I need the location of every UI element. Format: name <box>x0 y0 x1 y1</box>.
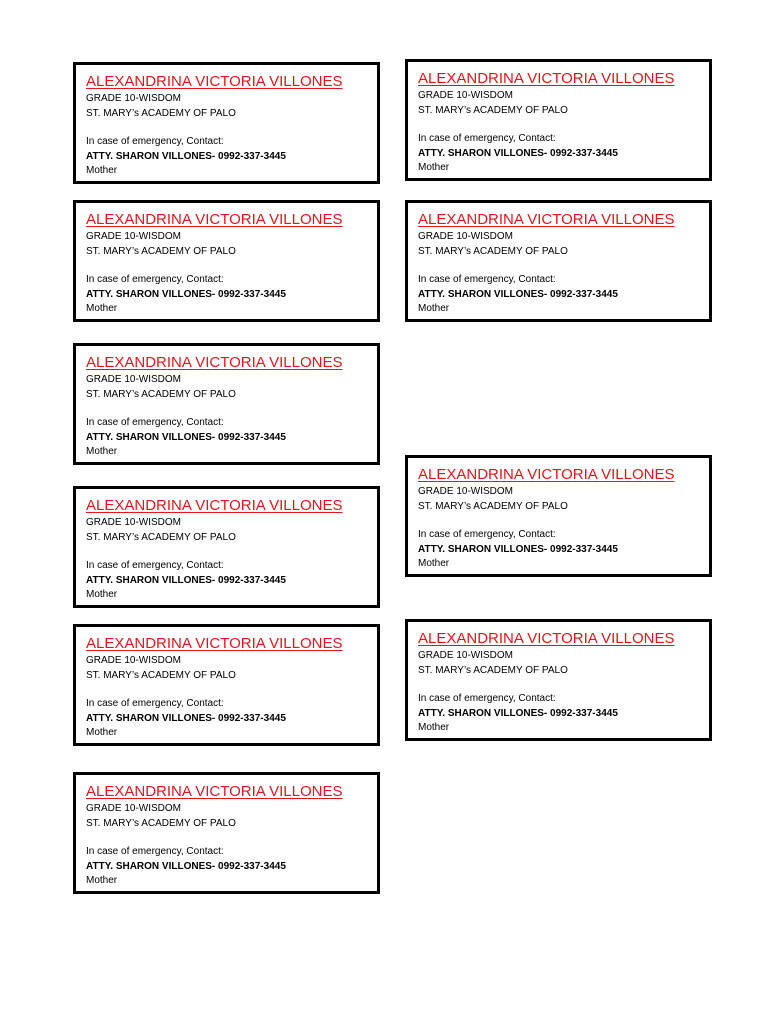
school-text: ST. MARY’s ACADEMY OF PALO <box>86 531 236 543</box>
emergency-heading: In case of emergency, Contact: <box>86 698 224 709</box>
emergency-contact: ATTY. SHARON VILLONES- 0992-337-3445 <box>418 147 618 159</box>
grade-text: GRADE 10-WISDOM <box>86 517 182 528</box>
emergency-heading: In case of emergency, Contact: <box>86 136 224 147</box>
grade-text: GRADE 10-WISDOM <box>86 231 182 242</box>
contact-relation: Mother <box>86 446 118 457</box>
emergency-heading: In case of emergency, Contact: <box>418 693 556 704</box>
name-label-card <box>405 455 712 577</box>
spacer <box>418 259 699 273</box>
spacer <box>86 259 367 273</box>
student-name: ALEXANDRINA VICTORIA VILLONES <box>86 211 343 228</box>
student-name: ALEXANDRINA VICTORIA VILLONES <box>418 211 675 228</box>
name-label-card <box>405 619 712 741</box>
grade-text: GRADE 10-WISDOM <box>418 231 514 242</box>
grade-text: GRADE 10-WISDOM <box>418 650 514 661</box>
school-text: ST. MARY’s ACADEMY OF PALO <box>418 500 568 512</box>
name-label-card <box>73 624 380 746</box>
name-label-card <box>73 772 380 894</box>
grade-text: GRADE 10-WISDOM <box>418 90 514 101</box>
contact-relation: Mother <box>86 875 118 886</box>
spacer <box>418 118 699 132</box>
name-label-card <box>73 200 380 322</box>
spacer <box>86 683 367 697</box>
contact-relation: Mother <box>86 589 118 600</box>
school-text: ST. MARY’s ACADEMY OF PALO <box>86 245 236 257</box>
contact-relation: Mother <box>86 727 118 738</box>
school-text: ST. MARY’s ACADEMY OF PALO <box>86 669 236 681</box>
emergency-heading: In case of emergency, Contact: <box>418 529 556 540</box>
student-name: ALEXANDRINA VICTORIA VILLONES <box>86 783 343 800</box>
student-name: ALEXANDRINA VICTORIA VILLONES <box>86 354 343 371</box>
name-label-card <box>73 486 380 608</box>
school-text: ST. MARY’s ACADEMY OF PALO <box>86 107 236 119</box>
school-text: ST. MARY’s ACADEMY OF PALO <box>86 388 236 400</box>
spacer <box>86 402 367 416</box>
contact-relation: Mother <box>418 303 450 314</box>
grade-text: GRADE 10-WISDOM <box>418 486 514 497</box>
spacer <box>418 678 699 692</box>
contact-relation: Mother <box>86 165 118 176</box>
student-name: ALEXANDRINA VICTORIA VILLONES <box>418 630 675 647</box>
student-name: ALEXANDRINA VICTORIA VILLONES <box>418 466 675 483</box>
emergency-heading: In case of emergency, Contact: <box>86 846 224 857</box>
spacer <box>86 545 367 559</box>
emergency-heading: In case of emergency, Contact: <box>86 417 224 428</box>
name-label-card <box>73 343 380 465</box>
student-name: ALEXANDRINA VICTORIA VILLONES <box>86 635 343 652</box>
emergency-contact: ATTY. SHARON VILLONES- 0992-337-3445 <box>86 712 286 724</box>
emergency-contact: ATTY. SHARON VILLONES- 0992-337-3445 <box>418 707 618 719</box>
name-label-card <box>73 62 380 184</box>
school-text: ST. MARY’s ACADEMY OF PALO <box>86 817 236 829</box>
grade-text: GRADE 10-WISDOM <box>86 93 182 104</box>
student-name: ALEXANDRINA VICTORIA VILLONES <box>86 73 343 90</box>
emergency-contact: ATTY. SHARON VILLONES- 0992-337-3445 <box>86 288 286 300</box>
emergency-contact: ATTY. SHARON VILLONES- 0992-337-3445 <box>418 543 618 555</box>
emergency-heading: In case of emergency, Contact: <box>86 560 224 571</box>
emergency-heading: In case of emergency, Contact: <box>418 274 556 285</box>
school-text: ST. MARY’s ACADEMY OF PALO <box>418 664 568 676</box>
spacer <box>418 514 699 528</box>
contact-relation: Mother <box>418 162 450 173</box>
grade-text: GRADE 10-WISDOM <box>86 374 182 385</box>
contact-relation: Mother <box>418 722 450 733</box>
name-label-card <box>405 200 712 322</box>
school-text: ST. MARY’s ACADEMY OF PALO <box>418 104 568 116</box>
emergency-contact: ATTY. SHARON VILLONES- 0992-337-3445 <box>86 574 286 586</box>
name-label-card <box>405 59 712 181</box>
emergency-heading: In case of emergency, Contact: <box>86 274 224 285</box>
emergency-contact: ATTY. SHARON VILLONES- 0992-337-3445 <box>86 431 286 443</box>
student-name: ALEXANDRINA VICTORIA VILLONES <box>418 70 675 87</box>
spacer <box>86 831 367 845</box>
emergency-contact: ATTY. SHARON VILLONES- 0992-337-3445 <box>418 288 618 300</box>
emergency-contact: ATTY. SHARON VILLONES- 0992-337-3445 <box>86 860 286 872</box>
emergency-heading: In case of emergency, Contact: <box>418 133 556 144</box>
contact-relation: Mother <box>86 303 118 314</box>
student-name: ALEXANDRINA VICTORIA VILLONES <box>86 497 343 514</box>
grade-text: GRADE 10-WISDOM <box>86 655 182 666</box>
spacer <box>86 121 367 135</box>
grade-text: GRADE 10-WISDOM <box>86 803 182 814</box>
contact-relation: Mother <box>418 558 450 569</box>
emergency-contact: ATTY. SHARON VILLONES- 0992-337-3445 <box>86 150 286 162</box>
school-text: ST. MARY’s ACADEMY OF PALO <box>418 245 568 257</box>
